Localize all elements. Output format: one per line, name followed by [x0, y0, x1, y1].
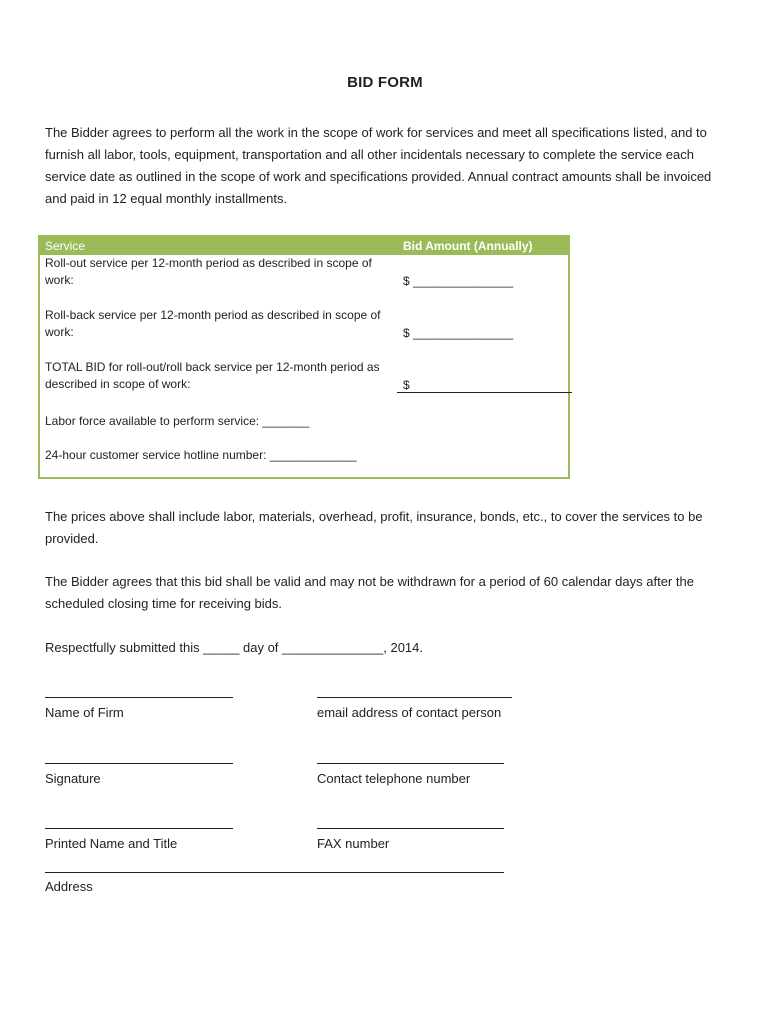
validity-paragraph: The Bidder agrees that this bid shall be valid and may not be withdrawn for a period of 60 calendar days after the scheduled closing time for receiving bids. — [45, 574, 694, 611]
row-rollout-desc: Roll-out service per 12-month period as described in scope of work: — [45, 256, 372, 287]
prices-paragraph: The prices above shall include labor, materials, overhead, profit, insurance, bonds, etc., to cover the services to be provided. — [45, 509, 703, 546]
labor-force-field[interactable]: Labor force available to perform service: _______ — [45, 414, 310, 428]
phone-line[interactable] — [317, 763, 504, 764]
page-title: BID FORM — [347, 74, 423, 91]
row-rollback-desc: Roll-back service per 12-month period as described in scope of work: — [45, 308, 381, 339]
row-total-amount[interactable]: $ — [403, 378, 410, 392]
signature-line[interactable] — [45, 763, 233, 764]
address-line[interactable] — [45, 872, 504, 873]
fax-label: FAX number — [317, 836, 390, 851]
phone-label: Contact telephone number — [317, 771, 471, 786]
header-service: Service — [45, 239, 86, 253]
row-total-desc: TOTAL BID for roll-out/roll back service per 12-month period as described in scope of work: — [45, 360, 380, 391]
email-line[interactable] — [317, 697, 512, 698]
submitted-line[interactable]: Respectfully submitted this _____ day of ______________, 2014. — [45, 640, 423, 655]
printed-name-line[interactable] — [45, 828, 233, 829]
email-label: email address of contact person — [317, 705, 502, 720]
firm-name-label: Name of Firm — [45, 705, 124, 720]
header-bid-amount: Bid Amount (Annually) — [403, 239, 533, 253]
bid-table-header — [40, 237, 568, 255]
bid-table — [38, 235, 570, 479]
printed-name-label: Printed Name and Title — [45, 836, 178, 851]
hotline-field[interactable]: 24-hour customer service hotline number: _____________ — [45, 448, 357, 462]
row-rollback-amount[interactable]: $ _______________ — [403, 326, 514, 340]
fax-line[interactable] — [317, 828, 504, 829]
row-rollout-amount[interactable]: $ _______________ — [403, 274, 514, 288]
total-amount-underline — [397, 392, 572, 393]
address-label: Address — [45, 879, 93, 894]
signature-label: Signature — [45, 771, 101, 786]
intro-paragraph: The Bidder agrees to perform all the work in the scope of work for services and meet all specifications listed, and to furnish all labor, tools, equipment, transportation and all other incidentals necessary to complete the service each service date as outlined in the scope of work and specifications provided. Annual contract amounts shall be invoiced and paid in 12 equal monthly installments. — [45, 125, 712, 206]
firm-name-line[interactable] — [45, 697, 233, 698]
